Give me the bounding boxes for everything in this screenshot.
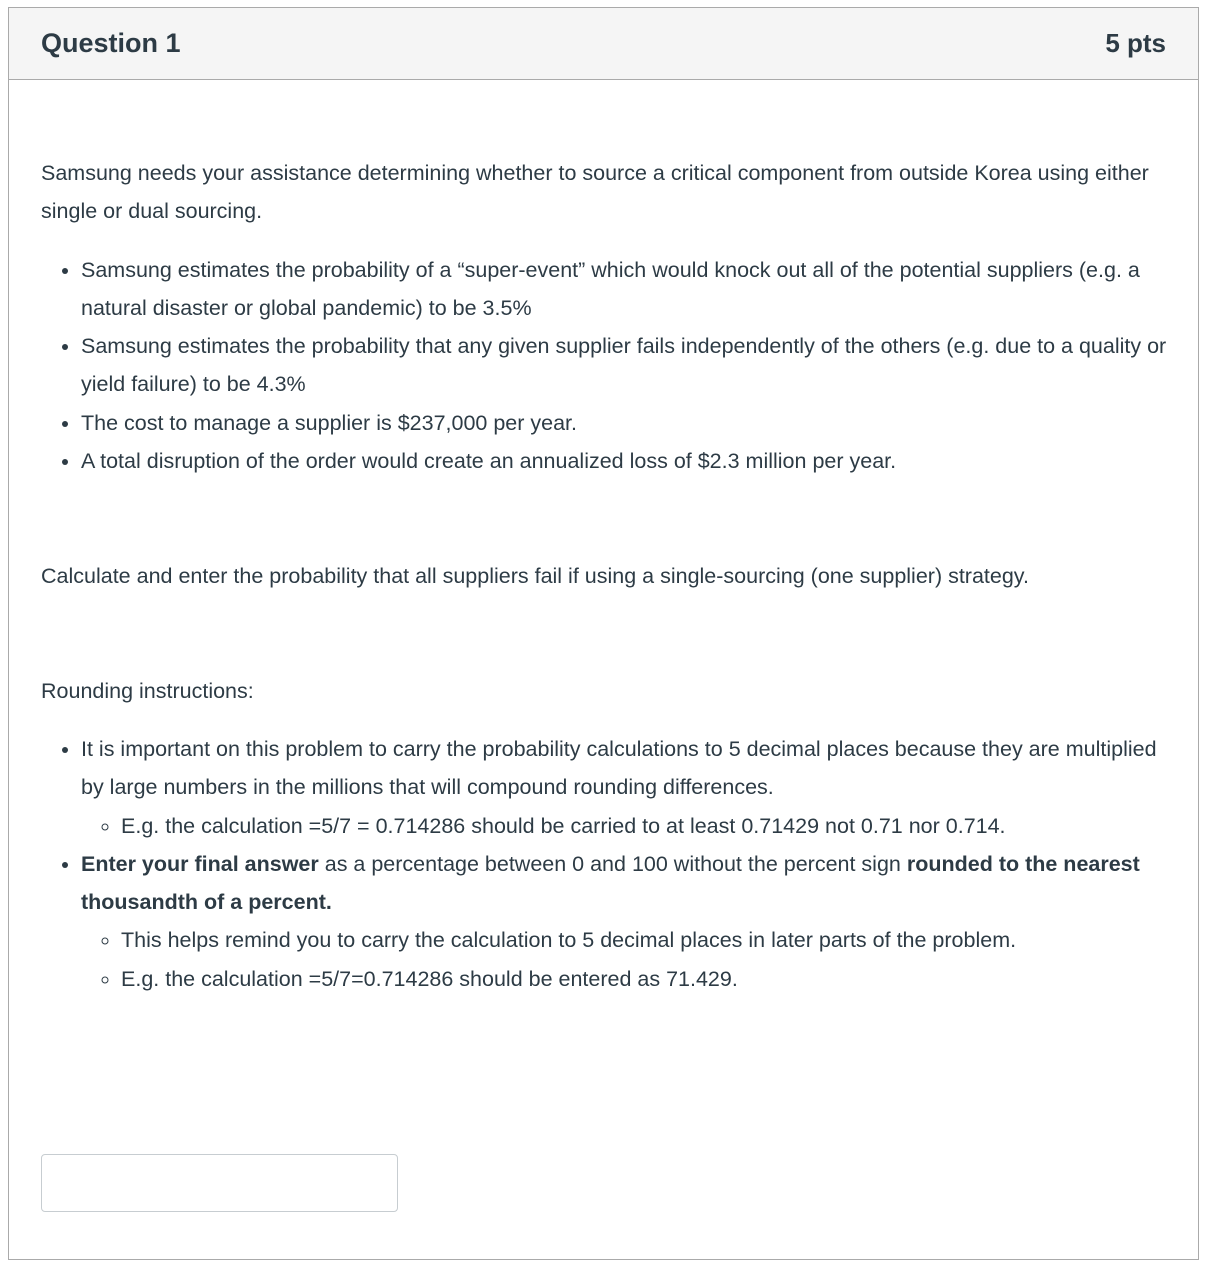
rounding-item-text: as a percentage between 0 and 100 without the percent sign <box>318 851 907 876</box>
rounding-list <box>41 730 1171 998</box>
rounding-subitem: ◦ E.g. the calculation =5/7=0.714286 should be entered as 71.429. <box>121 960 1171 998</box>
answer-input[interactable] <box>41 1154 398 1212</box>
task-text: Calculate and enter the probability that all suppliers fail if using a single-sourcing (one supplier) strategy. <box>41 564 1029 589</box>
fact-item: • A total disruption of the order would create an annualized loss of $2.3 million per year. <box>81 442 1171 480</box>
fact-item: • Samsung estimates the probability of a “super-event” which would knock out all of the potential suppliers (e.g. a natural disaster or global pandemic) to be 3.5% <box>81 251 1171 328</box>
rounding-subitem: ◦ This helps remind you to carry the calculation to 5 decimal places in later parts of the problem. <box>121 921 1171 959</box>
rounding-heading: Rounding instructions: <box>41 678 254 703</box>
fact-item: • The cost to manage a supplier is $237,000 per year. <box>81 404 1171 442</box>
facts-list <box>41 251 1171 481</box>
question-points: 5 pts <box>1105 28 1166 58</box>
bold-text: Enter your final answer <box>81 851 319 876</box>
fact-item: • Samsung estimates the probability that any given supplier fails independently of the others (e.g. due to a quality or yield failure) to be 4.3% <box>81 327 1171 404</box>
rounding-item-text: It is important on this problem to carry the probability calculations to 5 decimal places because they are multiplied by large numbers in the millions that will compound rounding differences. <box>81 736 1157 800</box>
intro-text: Samsung needs your assistance determining whether to source a critical component from outside Korea using either single or dual sourcing. <box>41 161 1149 224</box>
question-body <box>41 80 1171 998</box>
rounding-item <box>81 730 1171 845</box>
question-title: Question 1 <box>41 28 181 58</box>
rounding-item <box>81 845 1171 998</box>
question-header <box>9 8 1198 80</box>
bold-text: rounded to the nearest thousandth of a percent. <box>81 851 1140 915</box>
rounding-subitem: ◦ E.g. the calculation =5/7 = 0.714286 should be carried to at least 0.71429 not 0.71 nor 0.714. <box>121 807 1171 845</box>
question-card <box>8 7 1199 1260</box>
